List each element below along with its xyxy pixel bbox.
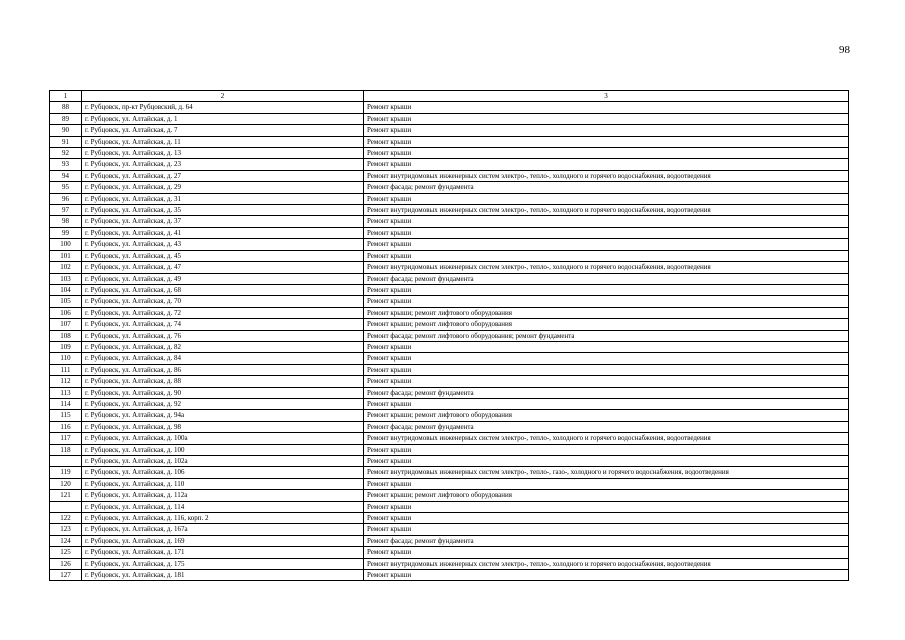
column-header-address: 2 — [82, 91, 364, 102]
table-row — [50, 250, 849, 261]
row-number: 110 — [50, 353, 82, 364]
table-header-row — [50, 91, 849, 102]
row-address: г. Рубцовск, ул. Алтайская, д. 90 — [82, 387, 364, 398]
row-address: г. Рубцовск, ул. Алтайская, д. 112а — [82, 490, 364, 501]
row-address: г. Рубцовск, ул. Алтайская, д. 23 — [82, 159, 364, 170]
table-row — [50, 535, 849, 546]
row-address: г. Рубцовск, ул. Алтайская, д. 11 — [82, 136, 364, 147]
row-number — [50, 501, 82, 512]
row-address: г. Рубцовск, ул. Алтайская, д. 94а — [82, 410, 364, 421]
row-address: г. Рубцовск, ул. Алтайская, д. 68 — [82, 284, 364, 295]
row-work-type: Ремонт внутридомовых инженерных систем электро-, тепло-, холодного и горячего водоснабжения, водоотведения — [364, 558, 849, 569]
row-address: г. Рубцовск, ул. Алтайская, д. 100а — [82, 433, 364, 444]
table-row — [50, 341, 849, 352]
row-address: г. Рубцовск, ул. Алтайская, д. 167а — [82, 524, 364, 535]
row-address: г. Рубцовск, ул. Алтайская, д. 29 — [82, 182, 364, 193]
row-address: г. Рубцовск, ул. Алтайская, д. 98 — [82, 421, 364, 432]
row-work-type: Ремонт внутридомовых инженерных систем электро-, тепло-, холодного и горячего водоснабжения, водоотведения — [364, 262, 849, 273]
table-row — [50, 182, 849, 193]
row-number: 113 — [50, 387, 82, 398]
row-number: 95 — [50, 182, 82, 193]
row-work-type: Ремонт крыши; ремонт лифтового оборудования — [364, 410, 849, 421]
row-work-type: Ремонт крыши — [364, 125, 849, 136]
row-number: 111 — [50, 364, 82, 375]
row-work-type: Ремонт внутридомовых инженерных систем электро-, тепло-, холодного и горячего водоснабжения, водоотведения — [364, 433, 849, 444]
row-number — [50, 456, 82, 467]
table-row — [50, 205, 849, 216]
row-address: г. Рубцовск, ул. Алтайская, д. 43 — [82, 239, 364, 250]
table-row — [50, 136, 849, 147]
row-address: г. Рубцовск, ул. Алтайская, д. 45 — [82, 250, 364, 261]
row-number: 120 — [50, 478, 82, 489]
row-number: 106 — [50, 307, 82, 318]
row-work-type: Ремонт крыши — [364, 250, 849, 261]
row-address: г. Рубцовск, ул. Алтайская, д. 92 — [82, 398, 364, 409]
row-address: г. Рубцовск, ул. Алтайская, д. 181 — [82, 570, 364, 581]
row-number: 93 — [50, 159, 82, 170]
row-number: 108 — [50, 330, 82, 341]
row-number: 102 — [50, 262, 82, 273]
row-work-type: Ремонт крыши — [364, 227, 849, 238]
page-number: 98 — [839, 44, 850, 56]
row-work-type: Ремонт крыши — [364, 113, 849, 124]
table-row — [50, 330, 849, 341]
row-address: г. Рубцовск, ул. Алтайская, д. 72 — [82, 307, 364, 318]
column-header-number: 1 — [50, 91, 82, 102]
row-work-type: Ремонт крыши — [364, 570, 849, 581]
row-address: г. Рубцовск, ул. Алтайская, д. 102а — [82, 456, 364, 467]
table-row — [50, 410, 849, 421]
table-row — [50, 387, 849, 398]
row-work-type: Ремонт фасада; ремонт фундамента — [364, 387, 849, 398]
row-number: 101 — [50, 250, 82, 261]
row-number: 124 — [50, 535, 82, 546]
table-row — [50, 513, 849, 524]
row-number: 127 — [50, 570, 82, 581]
row-address: г. Рубцовск, ул. Алтайская, д. 116, корп. 2 — [82, 513, 364, 524]
row-number: 103 — [50, 273, 82, 284]
row-work-type: Ремонт крыши — [364, 102, 849, 113]
row-number: 105 — [50, 296, 82, 307]
table-row — [50, 467, 849, 478]
column-header-work: 3 — [364, 91, 849, 102]
table-row — [50, 170, 849, 181]
table-row — [50, 433, 849, 444]
row-work-type: Ремонт крыши — [364, 364, 849, 375]
row-work-type: Ремонт крыши — [364, 376, 849, 387]
row-work-type: Ремонт крыши — [364, 444, 849, 455]
row-work-type: Ремонт крыши — [364, 341, 849, 352]
row-work-type: Ремонт крыши — [364, 513, 849, 524]
table-row — [50, 102, 849, 113]
row-work-type: Ремонт крыши — [364, 284, 849, 295]
row-address: г. Рубцовск, ул. Алтайская, д. 86 — [82, 364, 364, 375]
table-row — [50, 421, 849, 432]
row-number: 91 — [50, 136, 82, 147]
row-work-type: Ремонт крыши — [364, 296, 849, 307]
table-row — [50, 547, 849, 558]
row-address: г. Рубцовск, ул. Алтайская, д. 7 — [82, 125, 364, 136]
table-row — [50, 273, 849, 284]
table-body — [50, 91, 849, 581]
table-row — [50, 125, 849, 136]
row-work-type: Ремонт крыши — [364, 136, 849, 147]
row-work-type: Ремонт крыши — [364, 353, 849, 364]
row-address: г. Рубцовск, ул. Алтайская, д. 114 — [82, 501, 364, 512]
table-row — [50, 319, 849, 330]
row-work-type: Ремонт крыши — [364, 148, 849, 159]
row-work-type: Ремонт крыши — [364, 216, 849, 227]
row-work-type: Ремонт крыши — [364, 501, 849, 512]
row-number: 112 — [50, 376, 82, 387]
row-number: 116 — [50, 421, 82, 432]
row-address: г. Рубцовск, ул. Алтайская, д. 27 — [82, 170, 364, 181]
table-row — [50, 478, 849, 489]
row-work-type: Ремонт внутридомовых инженерных систем электро-, тепло-, холодного и горячего водоснабжения, водоотведения — [364, 205, 849, 216]
row-address: г. Рубцовск, ул. Алтайская, д. 1 — [82, 113, 364, 124]
table-row — [50, 570, 849, 581]
row-address: г. Рубцовск, ул. Алтайская, д. 74 — [82, 319, 364, 330]
row-address: г. Рубцовск, ул. Алтайская, д. 31 — [82, 193, 364, 204]
row-work-type: Ремонт фасада; ремонт фундамента — [364, 421, 849, 432]
row-work-type: Ремонт крыши; ремонт лифтового оборудования — [364, 307, 849, 318]
row-address: г. Рубцовск, ул. Алтайская, д. 110 — [82, 478, 364, 489]
row-address: г. Рубцовск, ул. Алтайская, д. 171 — [82, 547, 364, 558]
row-number: 104 — [50, 284, 82, 295]
row-work-type: Ремонт фасада; ремонт лифтового оборудования; ремонт фундамента — [364, 330, 849, 341]
table-row — [50, 262, 849, 273]
row-work-type: Ремонт крыши — [364, 193, 849, 204]
row-address: г. Рубцовск, ул. Алтайская, д. 169 — [82, 535, 364, 546]
table-row — [50, 364, 849, 375]
table-row — [50, 524, 849, 535]
row-address: г. Рубцовск, ул. Алтайская, д. 100 — [82, 444, 364, 455]
row-number: 100 — [50, 239, 82, 250]
row-number: 89 — [50, 113, 82, 124]
row-address: г. Рубцовск, ул. Алтайская, д. 13 — [82, 148, 364, 159]
row-work-type: Ремонт крыши; ремонт лифтового оборудования — [364, 490, 849, 501]
row-work-type: Ремонт крыши — [364, 239, 849, 250]
row-number: 90 — [50, 125, 82, 136]
row-address: г. Рубцовск, ул. Алтайская, д. 70 — [82, 296, 364, 307]
row-work-type: Ремонт фасада; ремонт фундамента — [364, 535, 849, 546]
row-number: 123 — [50, 524, 82, 535]
row-address: г. Рубцовск, ул. Алтайская, д. 76 — [82, 330, 364, 341]
row-number: 96 — [50, 193, 82, 204]
row-work-type: Ремонт крыши — [364, 159, 849, 170]
table-row — [50, 501, 849, 512]
row-work-type: Ремонт крыши — [364, 478, 849, 489]
row-number: 125 — [50, 547, 82, 558]
row-number: 88 — [50, 102, 82, 113]
row-address: г. Рубцовск, ул. Алтайская, д. 175 — [82, 558, 364, 569]
row-address: г. Рубцовск, пр-кт Рубцовский, д. 64 — [82, 102, 364, 113]
row-work-type: Ремонт внутридомовых инженерных систем электро-, тепло-, холодного и горячего водоснабжения, водоотведения — [364, 170, 849, 181]
row-address: г. Рубцовск, ул. Алтайская, д. 88 — [82, 376, 364, 387]
row-number: 107 — [50, 319, 82, 330]
row-number: 92 — [50, 148, 82, 159]
row-number: 117 — [50, 433, 82, 444]
table-row — [50, 159, 849, 170]
table-row — [50, 193, 849, 204]
table-row — [50, 239, 849, 250]
table-row — [50, 216, 849, 227]
row-work-type: Ремонт крыши; ремонт лифтового оборудования — [364, 319, 849, 330]
row-work-type: Ремонт фасада; ремонт фундамента — [364, 182, 849, 193]
table-row — [50, 284, 849, 295]
row-number: 109 — [50, 341, 82, 352]
table-row — [50, 227, 849, 238]
row-address: г. Рубцовск, ул. Алтайская, д. 82 — [82, 341, 364, 352]
table-row — [50, 353, 849, 364]
table-row — [50, 113, 849, 124]
table-row — [50, 296, 849, 307]
row-number: 118 — [50, 444, 82, 455]
table-row — [50, 307, 849, 318]
row-address: г. Рубцовск, ул. Алтайская, д. 47 — [82, 262, 364, 273]
row-address: г. Рубцовск, ул. Алтайская, д. 49 — [82, 273, 364, 284]
row-number: 97 — [50, 205, 82, 216]
row-work-type: Ремонт фасада; ремонт фундамента — [364, 273, 849, 284]
row-number: 114 — [50, 398, 82, 409]
row-number: 115 — [50, 410, 82, 421]
row-work-type: Ремонт крыши — [364, 456, 849, 467]
row-address: г. Рубцовск, ул. Алтайская, д. 35 — [82, 205, 364, 216]
row-number: 121 — [50, 490, 82, 501]
row-work-type: Ремонт крыши — [364, 524, 849, 535]
row-work-type: Ремонт крыши — [364, 547, 849, 558]
row-work-type: Ремонт внутридомовых инженерных систем электро-, тепло-, газо-, холодного и горячего водоснабжения, водоотведения — [364, 467, 849, 478]
table-row — [50, 490, 849, 501]
row-number: 94 — [50, 170, 82, 181]
row-address: г. Рубцовск, ул. Алтайская, д. 41 — [82, 227, 364, 238]
row-number: 98 — [50, 216, 82, 227]
table-row — [50, 558, 849, 569]
table-row — [50, 398, 849, 409]
table-row — [50, 376, 849, 387]
repair-table — [49, 90, 849, 581]
row-number: 99 — [50, 227, 82, 238]
row-address: г. Рубцовск, ул. Алтайская, д. 106 — [82, 467, 364, 478]
row-number: 122 — [50, 513, 82, 524]
row-number: 126 — [50, 558, 82, 569]
table-row — [50, 456, 849, 467]
table-row — [50, 444, 849, 455]
row-number: 119 — [50, 467, 82, 478]
table-row — [50, 148, 849, 159]
row-address: г. Рубцовск, ул. Алтайская, д. 84 — [82, 353, 364, 364]
row-work-type: Ремонт крыши — [364, 398, 849, 409]
row-address: г. Рубцовск, ул. Алтайская, д. 37 — [82, 216, 364, 227]
